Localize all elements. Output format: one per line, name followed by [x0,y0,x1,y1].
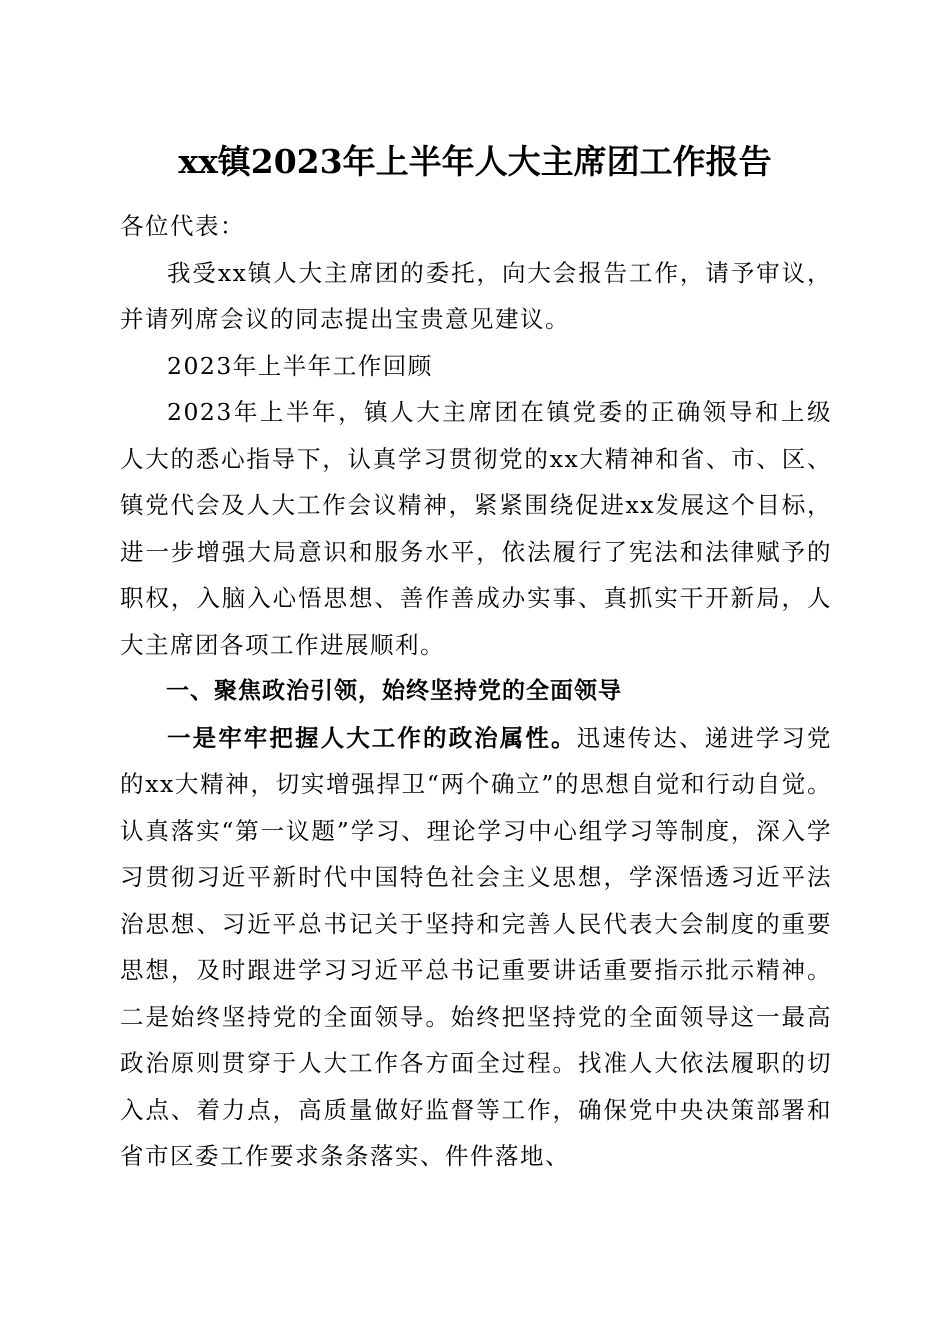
intro-paragraph: 我受xx镇人大主席团的委托，向大会报告工作，请予审议，并请列席会议的同志提出宝贵意见建议。 [120,258,832,333]
document-body [120,203,832,1180]
review-heading: 2023年上半年工作回顾 [167,351,433,380]
section1-heading: 一、聚焦政治引领，始终坚持党的全面领导 [166,678,622,704]
section1-paragraph [120,715,832,1180]
review-paragraph: 2023年上半年，镇人大主席团在镇党委的正确领导和上级人大的悉心指导下，认真学习贯彻党的xx大精神和省、市、区、镇党代会及人大工作会议精神，紧紧围绕促进xx发展这个目标，进一步增强大局意识和服务水平，依法履行了宪法和法律赋予的职权，入脑入心悟思想、善作善成办实事、真抓实干开新局，人大主席团各项工作进展顺利。 [120,398,832,659]
salutation: 各位代表： [120,212,245,240]
section1-body: 迅速传达、递进学习党的xx大精神，切实增强捍卫“两个确立”的思想自觉和行动自觉。认真落实“第一议题”学习、理论学习中心组学习等制度，深入学习贯彻习近平新时代中国特色社会主义思想，学深悟透习近平法治思想、习近平总书记关于坚持和完善人民代表大会制度的重要思想，及时跟进学习习近平总书记重要讲话重要指示批示精神。二是始终坚持党的全面领导。始终把坚持党的全面领导这一最高政治原则贯穿于人大工作各方面全过程。找准人大依法履职的切入点、着力点，高质量做好监督等工作，确保党中央决策部署和省市区委工作要求条条落实、件件落地、 [120,723,833,1170]
document-title: xx镇2023年上半年人大主席团工作报告 [178,142,772,181]
section1-lead: 一是牢牢把握人大工作的政治属性。 [167,723,577,752]
